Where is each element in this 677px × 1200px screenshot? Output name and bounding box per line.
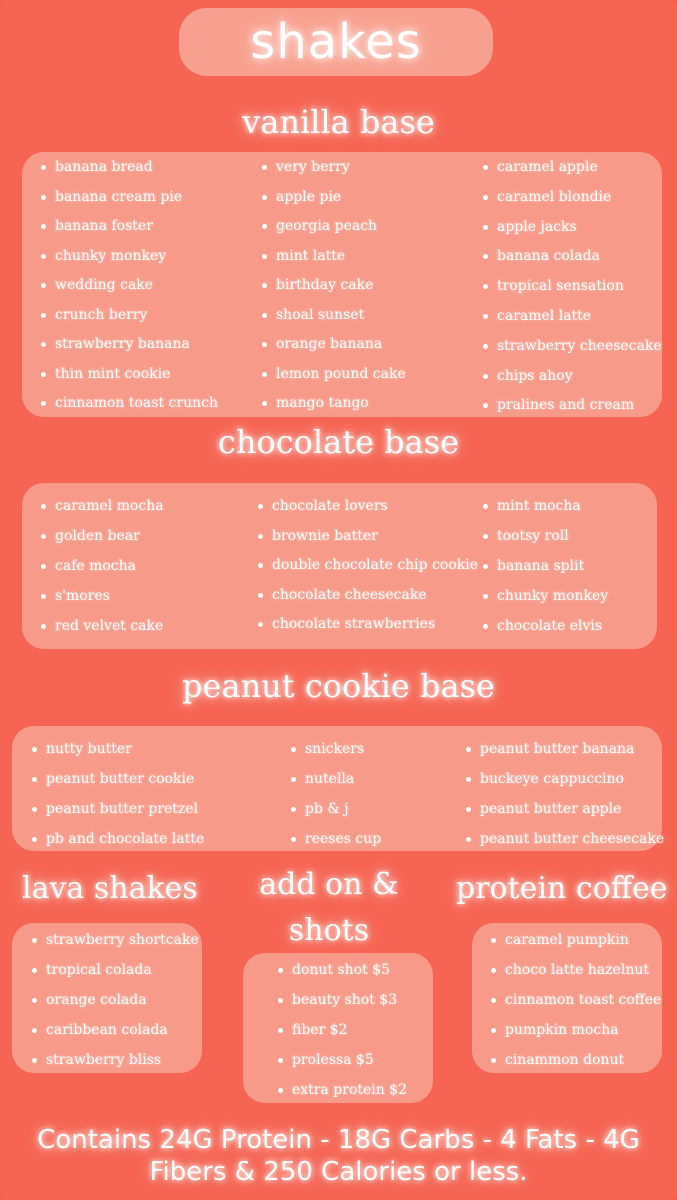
menu-item: cafe mocha xyxy=(41,559,164,589)
menu-item: tootsy roll xyxy=(483,529,608,559)
menu-item: banana bread xyxy=(41,160,218,190)
add-on-shots-heading-line2: shots xyxy=(288,913,370,948)
menu-item: buckeye cappuccino xyxy=(466,772,664,802)
menu-item: beauty shot $3 xyxy=(278,993,407,1023)
add-on-shots-heading-line1: add on & xyxy=(259,867,399,902)
peanut-column-2 xyxy=(291,742,381,862)
menu-item: mint latte xyxy=(262,249,406,279)
menu-item: mango tango xyxy=(262,396,406,426)
menu-item: peanut butter cheesecake xyxy=(466,832,664,862)
menu-item: crunch berry xyxy=(41,308,218,338)
menu-item: banana colada xyxy=(483,249,662,279)
nutrition-footer-line2: Fibers & 250 Calories or less. xyxy=(149,1157,528,1187)
menu-item: choco latte hazelnut xyxy=(491,963,661,993)
menu-item: caramel mocha xyxy=(41,499,164,529)
add-on-shots-list xyxy=(278,963,407,1113)
menu-item: pumpkin mocha xyxy=(491,1023,661,1053)
menu-item: caramel blondie xyxy=(483,190,662,220)
menu-item: strawberry cheesecake xyxy=(483,339,662,369)
protein-coffee-list xyxy=(491,933,661,1083)
menu-item: tropical sensation xyxy=(483,279,662,309)
menu-item: georgia peach xyxy=(262,219,406,249)
vanilla-column-1 xyxy=(41,160,218,426)
nutrition-footer-line1: Contains 24G Protein - 18G Carbs - 4 Fats - 4G xyxy=(37,1125,640,1155)
menu-item: chocolate cheesecake xyxy=(258,588,478,618)
menu-item: apple pie xyxy=(262,190,406,220)
page-title: shakes xyxy=(250,14,422,70)
menu-item: birthday cake xyxy=(262,278,406,308)
menu-item: donut shot $5 xyxy=(278,963,407,993)
menu-item: s'mores xyxy=(41,589,164,619)
menu-item: reeses cup xyxy=(291,832,381,862)
lava-shakes-list xyxy=(32,933,199,1083)
menu-item: caramel latte xyxy=(483,309,662,339)
menu-item: pb and chocolate latte xyxy=(32,832,204,862)
menu-item: peanut butter cookie xyxy=(32,772,204,802)
menu-item: peanut butter pretzel xyxy=(32,802,204,832)
vanilla-column-2 xyxy=(262,160,406,426)
menu-item: caramel pumpkin xyxy=(491,933,661,963)
menu-item: golden bear xyxy=(41,529,164,559)
peanut-column-3 xyxy=(466,742,664,862)
menu-item: banana split xyxy=(483,559,608,589)
menu-item: cinnamon toast coffee xyxy=(491,993,661,1023)
menu-item: pralines and cream xyxy=(483,398,662,428)
menu-item: nutty butter xyxy=(32,742,204,772)
peanut-cookie-base-heading: peanut cookie base xyxy=(182,667,495,705)
menu-item: chocolate strawberries xyxy=(258,617,478,647)
menu-item: banana foster xyxy=(41,219,218,249)
vanilla-column-3 xyxy=(483,160,662,428)
menu-item: tropical colada xyxy=(32,963,199,993)
menu-item: nutella xyxy=(291,772,381,802)
protein-coffee-heading: protein coffee xyxy=(456,871,668,906)
menu-item: strawberry shortcake xyxy=(32,933,199,963)
menu-item: chocolate elvis xyxy=(483,619,608,649)
peanut-column-1 xyxy=(32,742,204,862)
title-banner xyxy=(179,8,493,76)
menu-item: caramel apple xyxy=(483,160,662,190)
menu-item: brownie batter xyxy=(258,529,478,559)
menu-item: chunky monkey xyxy=(41,249,218,279)
menu-item: strawberry banana xyxy=(41,337,218,367)
menu-item: chunky monkey xyxy=(483,589,608,619)
menu-item: banana cream pie xyxy=(41,190,218,220)
menu-item: peanut butter banana xyxy=(466,742,664,772)
menu-item: cinammon donut xyxy=(491,1053,661,1083)
menu-item: double chocolate chip cookie xyxy=(258,558,478,588)
menu-item: chips ahoy xyxy=(483,369,662,399)
chocolate-column-3 xyxy=(483,499,608,649)
nutrition-footer xyxy=(0,1124,677,1188)
menu-item: orange colada xyxy=(32,993,199,1023)
menu-item: apple jacks xyxy=(483,220,662,250)
menu-item: pb & j xyxy=(291,802,381,832)
menu-item: snickers xyxy=(291,742,381,772)
chocolate-base-heading: chocolate base xyxy=(217,423,460,461)
menu-item: red velvet cake xyxy=(41,619,164,649)
menu-item: wedding cake xyxy=(41,278,218,308)
menu-item: peanut butter apple xyxy=(466,802,664,832)
menu-item: very berry xyxy=(262,160,406,190)
menu-item: orange banana xyxy=(262,337,406,367)
chocolate-column-1 xyxy=(41,499,164,649)
chocolate-column-2 xyxy=(258,499,478,647)
menu-item: chocolate lovers xyxy=(258,499,478,529)
lava-shakes-heading: lava shakes xyxy=(22,871,198,906)
menu-item: cinnamon toast crunch xyxy=(41,396,218,426)
menu-item: shoal sunset xyxy=(262,308,406,338)
vanilla-base-heading: vanilla base xyxy=(242,103,435,141)
menu-item: mint mocha xyxy=(483,499,608,529)
menu-item: strawberry bliss xyxy=(32,1053,199,1083)
menu-item: thin mint cookie xyxy=(41,367,218,397)
menu-item: prolessa $5 xyxy=(278,1053,407,1083)
menu-item: fiber $2 xyxy=(278,1023,407,1053)
menu-item: extra protein $2 xyxy=(278,1083,407,1113)
menu-item: lemon pound cake xyxy=(262,367,406,397)
menu-item: caribbean colada xyxy=(32,1023,199,1053)
